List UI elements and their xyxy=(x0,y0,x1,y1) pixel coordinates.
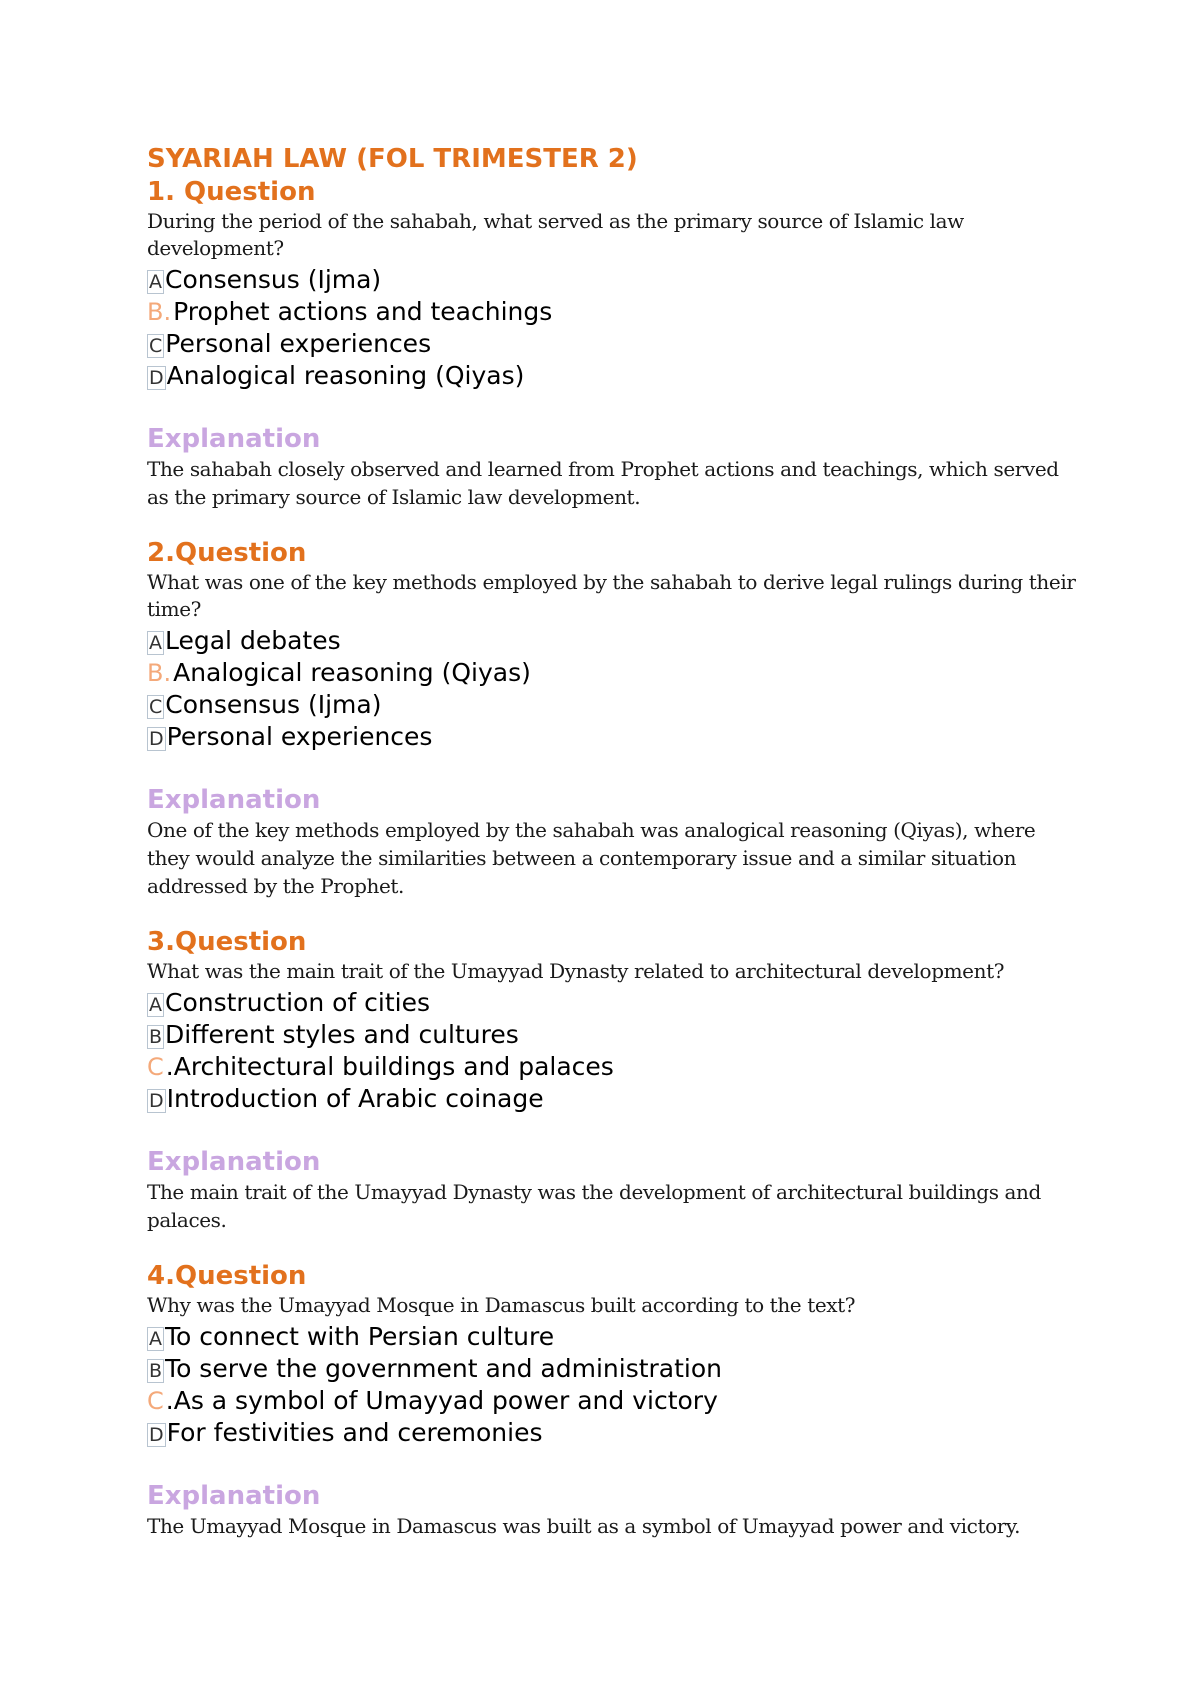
answer-option xyxy=(147,657,1077,689)
question-heading: 1. Question xyxy=(147,177,316,207)
option-text: Personal experiences xyxy=(166,722,433,751)
question-text: During the period of the sahabah, what served as the primary source of Islamic law development? xyxy=(147,209,964,260)
question-block xyxy=(147,176,1077,511)
answer-option xyxy=(147,689,1077,721)
answer-options xyxy=(147,625,1077,753)
option-letter: A xyxy=(149,271,162,293)
explanation-heading: Explanation xyxy=(147,1481,321,1511)
option-letter: C xyxy=(149,335,163,357)
option-text: Analogical reasoning (Qiyas) xyxy=(173,658,531,687)
option-text: Construction of cities xyxy=(165,988,431,1017)
option-letter: A xyxy=(149,1328,162,1350)
option-text: Introduction of Arabic coinage xyxy=(166,1084,544,1113)
explanation-heading: Explanation xyxy=(147,1147,321,1177)
question-text: What was the main trait of the Umayyad Dynasty related to architectural development? xyxy=(147,959,1005,983)
option-text: .Architectural buildings and palaces xyxy=(165,1052,614,1081)
option-text: Personal experiences xyxy=(165,329,432,358)
option-text: .As a symbol of Umayyad power and victory xyxy=(165,1386,718,1415)
answer-option xyxy=(147,1385,1077,1417)
question-block xyxy=(147,926,1077,1234)
question-text: What was one of the key methods employed by the sahabah to derive legal rulings during their time? xyxy=(147,570,1076,621)
explanation-text: The main trait of the Umayyad Dynasty was the development of architectural buildings and palaces. xyxy=(147,1180,1041,1232)
document-page xyxy=(147,142,1077,1540)
option-letter: B xyxy=(149,1026,163,1048)
option-letter: D xyxy=(149,728,164,750)
option-letter: B xyxy=(149,1360,163,1382)
answer-option xyxy=(147,1353,1077,1385)
question-text: Why was the Umayyad Mosque in Damascus built according to the text? xyxy=(147,1293,856,1317)
option-letter: D xyxy=(149,1090,164,1112)
answer-options xyxy=(147,1321,1077,1449)
answer-options xyxy=(147,264,1077,392)
option-text: Consensus (Ijma) xyxy=(165,690,382,719)
answer-option xyxy=(147,296,1077,328)
option-text: For festivities and ceremonies xyxy=(166,1418,543,1447)
answer-option xyxy=(147,721,1077,753)
explanation-heading: Explanation xyxy=(147,424,321,454)
option-letter: D xyxy=(149,367,164,389)
option-text: Prophet actions and teachings xyxy=(173,297,553,326)
option-text: Different styles and cultures xyxy=(165,1020,519,1049)
answer-option xyxy=(147,987,1077,1019)
question-heading: 2.Question xyxy=(147,538,307,568)
correct-option-letter: B. xyxy=(147,298,172,326)
option-text: Consensus (Ijma) xyxy=(165,265,382,294)
correct-option-letter: B. xyxy=(147,659,172,687)
correct-option-letter: C xyxy=(147,1053,164,1081)
explanation-text: The sahabah closely observed and learned from Prophet actions and teachings, which served as the primary source of Islamic law development. xyxy=(147,457,1059,509)
explanation-text: The Umayyad Mosque in Damascus was built as a symbol of Umayyad power and victory. xyxy=(147,1514,1021,1538)
option-letter: A xyxy=(149,994,162,1016)
explanation-heading: Explanation xyxy=(147,785,321,815)
option-text: To connect with Persian culture xyxy=(165,1322,555,1351)
option-letter: A xyxy=(149,632,162,654)
question-heading: 3.Question xyxy=(147,927,307,957)
option-text: To serve the government and administration xyxy=(165,1354,723,1383)
answer-option xyxy=(147,360,1077,392)
option-text: Analogical reasoning (Qiyas) xyxy=(166,361,525,390)
option-letter: D xyxy=(149,1424,164,1446)
answer-option xyxy=(147,1321,1077,1353)
answer-option xyxy=(147,625,1077,657)
document-title: SYARIAH LAW (FOL TRIMESTER 2) xyxy=(147,144,638,174)
answer-option xyxy=(147,1417,1077,1449)
answer-option xyxy=(147,1083,1077,1115)
answer-option xyxy=(147,328,1077,360)
answer-option xyxy=(147,1051,1077,1083)
correct-option-letter: C xyxy=(147,1387,164,1415)
explanation-text: One of the key methods employed by the sahabah was analogical reasoning (Qiyas), where they would analyze the similarities between a contemporary issue and a similar situation addressed by the Prophet. xyxy=(147,818,1036,898)
question-block xyxy=(147,1260,1077,1540)
question-block xyxy=(147,537,1077,900)
answer-options xyxy=(147,987,1077,1115)
question-list xyxy=(147,176,1077,1540)
answer-option xyxy=(147,1019,1077,1051)
answer-option xyxy=(147,264,1077,296)
option-letter: C xyxy=(149,696,163,718)
question-heading: 4.Question xyxy=(147,1261,307,1291)
option-text: Legal debates xyxy=(165,626,341,655)
